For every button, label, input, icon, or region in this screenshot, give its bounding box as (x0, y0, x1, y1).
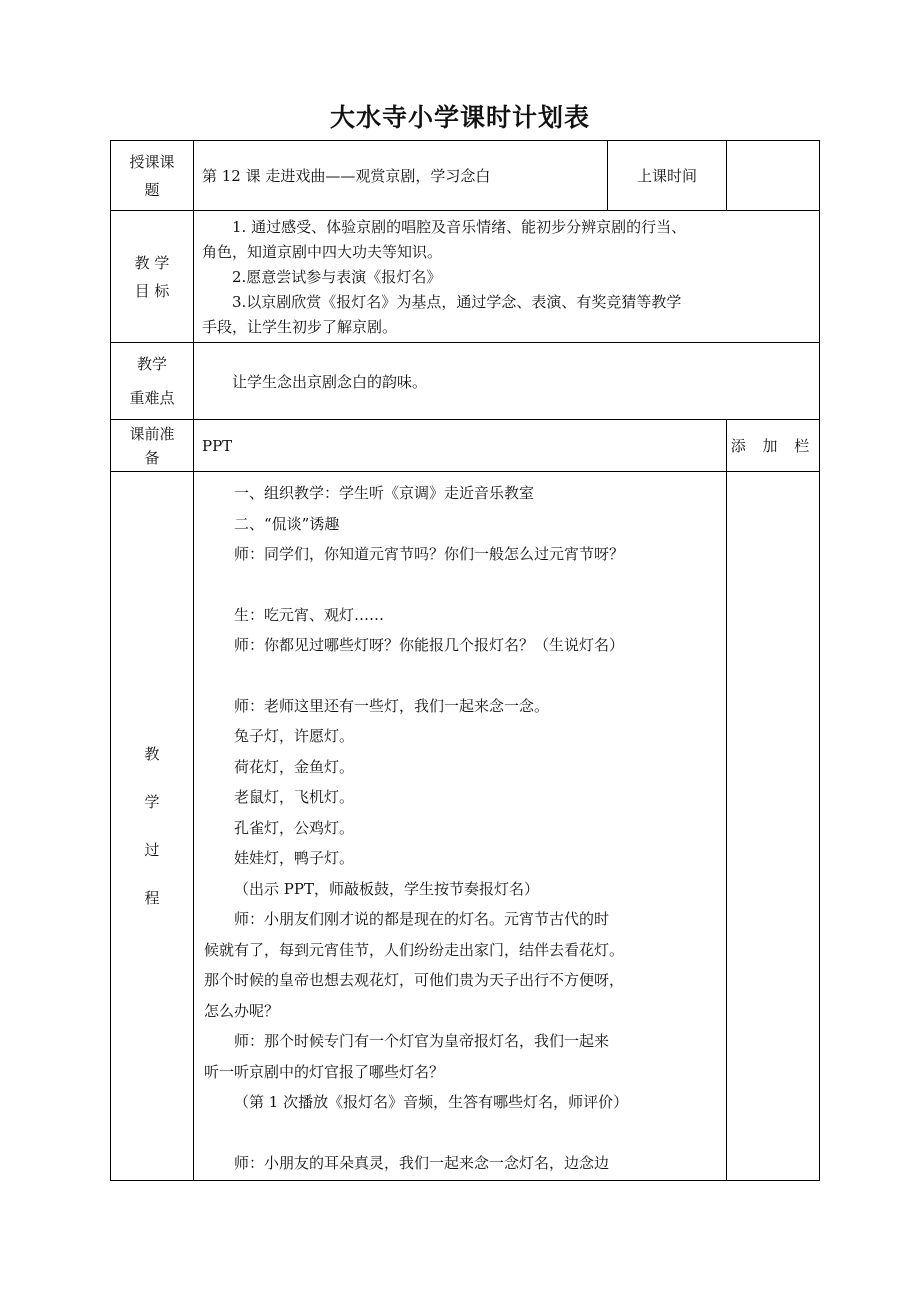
label-line: 目 标 (134, 281, 170, 300)
label-char: 教 (144, 745, 160, 763)
label-line: 授课课 (129, 152, 175, 171)
process-line: （第 1 次播放《报灯名》音频，生答有哪些灯名，师评价） (234, 1093, 629, 1111)
add-column-space (727, 472, 820, 1181)
process-line: 孔雀灯，公鸡灯。 (234, 818, 355, 837)
difficulty-text: 让学生念出京剧念白的韵味。 (232, 372, 428, 391)
page-title: 大水寺小学课时计划表 (329, 103, 590, 132)
process-line: 二、“侃谈”诱趣 (234, 514, 340, 533)
preparation-content: PPT (194, 420, 727, 472)
process-line: 一、组织教学：学生听《京调》走近音乐教室 (234, 484, 535, 502)
label-line: 重难点 (129, 389, 175, 407)
process-line: 师：同学们，你知道元宵节吗？你们一般怎么过元宵节呀？ (234, 545, 625, 563)
goal-line: 2.愿意尝试参与表演《报灯名》 (232, 268, 442, 286)
process-line: 师：小朋友们刚才说的都是现在的灯名。元宵节古代的时 (234, 910, 610, 928)
process-blank-line (204, 661, 716, 691)
process-line: 师：你都见过哪些灯呀？你能报几个报灯名？（生说灯名） (234, 636, 625, 654)
row-process (111, 472, 820, 1181)
row-lesson-topic (111, 141, 820, 211)
label-line: 课前准 (129, 424, 175, 443)
add-column-label: 添 加 栏 (727, 420, 820, 472)
label-char: 学 (144, 793, 160, 811)
process-line: 师：那个时候专门有一个灯官为皇帝报灯名，我们一起来 (234, 1032, 610, 1050)
label-line: 教学 (136, 355, 167, 373)
label-line: 教 学 (134, 253, 170, 272)
label-line: 备 (144, 448, 160, 467)
label-preparation (111, 420, 194, 472)
process-line: 师：老师这里还有一些灯，我们一起来念一念。 (234, 696, 550, 715)
process-line: 那个时候的皇帝也想去观花灯，可他们贵为天子出行不方便呀， (204, 971, 625, 989)
goal-line: 角色，知道京剧中四大功夫等知识。 (202, 243, 443, 261)
row-difficulty (111, 343, 820, 420)
label-goals (111, 211, 194, 343)
label-char: 过 (144, 841, 160, 859)
process-line: 生：吃元宵、观灯…… (234, 605, 385, 624)
lesson-topic-value: 第 12 课 走进戏曲——观赏京剧，学习念白 (194, 141, 608, 211)
label-process (111, 472, 194, 1181)
process-content (194, 472, 727, 1181)
process-line: 候就有了，每到元宵佳节，人们纷纷走出家门，结伴去看花灯。 (204, 940, 625, 959)
goals-content (194, 211, 820, 343)
process-line: 兔子灯，许愿灯。 (234, 727, 355, 745)
process-line: 怎么办呢？ (204, 1001, 280, 1020)
process-line: 师：小朋友的耳朵真灵，我们一起来念一念灯名，边念边 (234, 1153, 610, 1172)
goal-line: 手段，让学生初步了解京剧。 (202, 318, 398, 336)
process-blank-line (204, 570, 716, 600)
process-line: 荷花灯，金鱼灯。 (234, 757, 355, 776)
goal-line: 1. 通过感受、体验京剧的唱腔及音乐情绪、能初步分辨京剧的行当、 (232, 218, 687, 236)
goal-line: 3.以京剧欣赏《报灯名》为基点，通过学念、表演、有奖竞猜等教学 (232, 293, 682, 311)
label-line: 题 (144, 180, 160, 199)
lesson-plan-table (110, 140, 820, 1181)
process-blank-line (204, 1118, 716, 1148)
label-difficulty (111, 343, 194, 420)
difficulty-content (194, 343, 820, 420)
process-line: 娃娃灯，鸭子灯。 (234, 849, 355, 867)
label-char: 程 (144, 889, 160, 907)
class-time-label: 上课时间 (608, 141, 727, 211)
process-line: 听一听京剧中的灯官报了哪些灯名？ (204, 1062, 445, 1081)
row-preparation (111, 420, 820, 472)
process-line: （出示 PPT，师敲板鼓，学生按节奏报灯名） (234, 879, 539, 898)
class-time-value (727, 141, 820, 211)
row-goals (111, 211, 820, 343)
label-lesson-topic (111, 141, 194, 211)
process-line: 老鼠灯，飞机灯。 (234, 788, 355, 806)
